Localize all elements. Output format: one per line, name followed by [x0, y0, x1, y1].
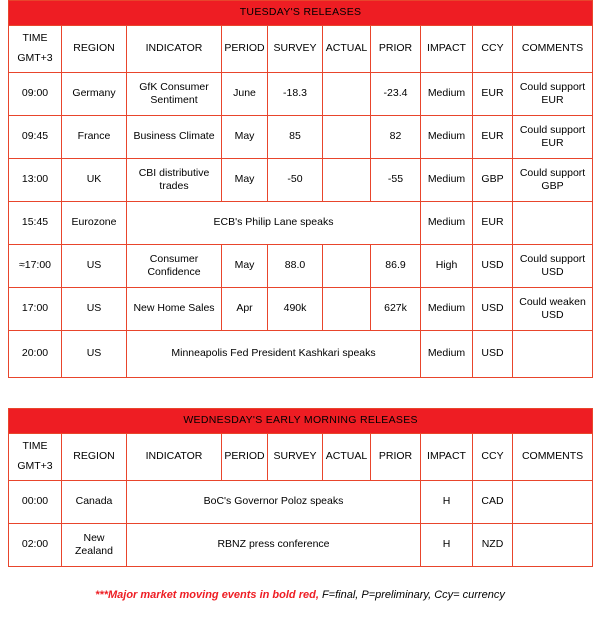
- row-impact: Medium: [421, 73, 473, 116]
- row-impact: Medium: [421, 331, 473, 378]
- table-row: [9, 73, 593, 116]
- table1-col-impact: IMPACT: [421, 26, 473, 73]
- row-actual: [323, 116, 371, 159]
- row-period: June: [222, 73, 268, 116]
- row-comments: Could support EUR: [513, 73, 593, 116]
- row-prior: 82: [371, 116, 421, 159]
- row-region: France: [62, 116, 127, 159]
- row-impact: Medium: [421, 288, 473, 331]
- row-indicator-merged: ECB's Philip Lane speaks: [127, 202, 421, 245]
- row-region: New Zealand: [62, 524, 127, 567]
- row-comments: [513, 481, 593, 524]
- table2-col-impact: IMPACT: [421, 434, 473, 481]
- row-indicator: Business Climate: [127, 116, 222, 159]
- row-actual: [323, 159, 371, 202]
- row-indicator: GfK Consumer Sentiment: [127, 73, 222, 116]
- table1-banner-row: [9, 1, 593, 26]
- table2-col-time-line2: GMT+3: [17, 460, 53, 472]
- table2-col-comments: COMMENTS: [513, 434, 593, 481]
- row-ccy: USD: [473, 288, 513, 331]
- row-region: Germany: [62, 73, 127, 116]
- row-survey: -18.3: [268, 73, 323, 116]
- table2-header-row: [9, 434, 593, 481]
- row-ccy: EUR: [473, 202, 513, 245]
- row-time: 20:00: [9, 331, 62, 378]
- row-region: Canada: [62, 481, 127, 524]
- row-impact: H: [421, 524, 473, 567]
- table-row: [9, 331, 593, 378]
- row-time: 17:00: [9, 288, 62, 331]
- row-comments: [513, 202, 593, 245]
- row-period: Apr: [222, 288, 268, 331]
- row-prior: -23.4: [371, 73, 421, 116]
- row-region: US: [62, 245, 127, 288]
- row-time: 09:00: [9, 73, 62, 116]
- row-comments: Could support USD: [513, 245, 593, 288]
- row-comments: Could support GBP: [513, 159, 593, 202]
- row-survey: 85: [268, 116, 323, 159]
- row-impact: High: [421, 245, 473, 288]
- table1-col-prior: PRIOR: [371, 26, 421, 73]
- row-ccy: USD: [473, 331, 513, 378]
- table2-col-period: PERIOD: [222, 434, 268, 481]
- row-ccy: CAD: [473, 481, 513, 524]
- tuesday-releases-table: [8, 0, 593, 378]
- row-time: 09:45: [9, 116, 62, 159]
- row-region: US: [62, 331, 127, 378]
- row-comments: Could weaken USD: [513, 288, 593, 331]
- row-survey: -50: [268, 159, 323, 202]
- row-impact: Medium: [421, 116, 473, 159]
- row-ccy: NZD: [473, 524, 513, 567]
- wednesday-early-releases-table: [8, 408, 593, 567]
- row-ccy: EUR: [473, 116, 513, 159]
- row-impact: Medium: [421, 202, 473, 245]
- row-survey: 490k: [268, 288, 323, 331]
- table1-col-time-line2: GMT+3: [17, 52, 53, 64]
- table1-col-indicator: INDICATOR: [127, 26, 222, 73]
- row-comments: Could support EUR: [513, 116, 593, 159]
- row-ccy: USD: [473, 245, 513, 288]
- row-indicator: Consumer Confidence: [127, 245, 222, 288]
- table2-col-ccy: CCY: [473, 434, 513, 481]
- row-indicator: New Home Sales: [127, 288, 222, 331]
- table2-col-prior: PRIOR: [371, 434, 421, 481]
- row-time: 15:45: [9, 202, 62, 245]
- row-time: 02:00: [9, 524, 62, 567]
- row-ccy: GBP: [473, 159, 513, 202]
- table1-col-region: REGION: [62, 26, 127, 73]
- row-prior: 627k: [371, 288, 421, 331]
- row-region: UK: [62, 159, 127, 202]
- row-indicator-merged: Minneapolis Fed President Kashkari speaks: [127, 331, 421, 378]
- row-comments: [513, 524, 593, 567]
- table2-col-indicator: INDICATOR: [127, 434, 222, 481]
- row-region: Eurozone: [62, 202, 127, 245]
- table2-col-region: REGION: [62, 434, 127, 481]
- row-actual: [323, 245, 371, 288]
- table-row: [9, 202, 593, 245]
- row-time: ≈17:00: [9, 245, 62, 288]
- table1-col-actual: ACTUAL: [323, 26, 371, 73]
- row-region: US: [62, 288, 127, 331]
- row-indicator: CBI distributive trades: [127, 159, 222, 202]
- row-comments: [513, 331, 593, 378]
- row-impact: H: [421, 481, 473, 524]
- table1-col-time-line1: TIME: [22, 32, 48, 45]
- table-gap-spacer: [0, 378, 600, 408]
- table-row: [9, 524, 593, 567]
- row-survey: 88.0: [268, 245, 323, 288]
- table2-banner-title: WEDNESDAY'S EARLY MORNING RELEASES: [9, 409, 593, 434]
- table1-col-ccy: CCY: [473, 26, 513, 73]
- row-indicator-merged: RBNZ press conference: [127, 524, 421, 567]
- table-row: [9, 159, 593, 202]
- legend-rest: F=final, P=preliminary, Ccy= currency: [318, 589, 505, 601]
- table1-col-survey: SURVEY: [268, 26, 323, 73]
- row-period: May: [222, 245, 268, 288]
- row-ccy: EUR: [473, 73, 513, 116]
- table1-col-comments: COMMENTS: [513, 26, 593, 73]
- row-indicator-merged: BoC's Governor Poloz speaks: [127, 481, 421, 524]
- legend-bold-red: ***Major market moving events in bold red,: [95, 589, 319, 601]
- table2-banner-row: [9, 409, 593, 434]
- table2-col-actual: ACTUAL: [323, 434, 371, 481]
- row-period: May: [222, 116, 268, 159]
- table1-col-time: [9, 26, 62, 73]
- row-prior: 86.9: [371, 245, 421, 288]
- table-row: [9, 116, 593, 159]
- table1-banner-title: TUESDAY'S RELEASES: [9, 1, 593, 26]
- table-row: [9, 245, 593, 288]
- row-actual: [323, 288, 371, 331]
- row-period: May: [222, 159, 268, 202]
- row-actual: [323, 73, 371, 116]
- row-time: 13:00: [9, 159, 62, 202]
- row-time: 00:00: [9, 481, 62, 524]
- row-impact: Medium: [421, 159, 473, 202]
- table-row: [9, 288, 593, 331]
- table1-col-period: PERIOD: [222, 26, 268, 73]
- row-prior: -55: [371, 159, 421, 202]
- table2-col-survey: SURVEY: [268, 434, 323, 481]
- table2-col-time: [9, 434, 62, 481]
- table-row: [9, 481, 593, 524]
- table2-col-time-line1: TIME: [22, 440, 48, 453]
- table1-header-row: [9, 26, 593, 73]
- legend-footnote: [0, 589, 600, 601]
